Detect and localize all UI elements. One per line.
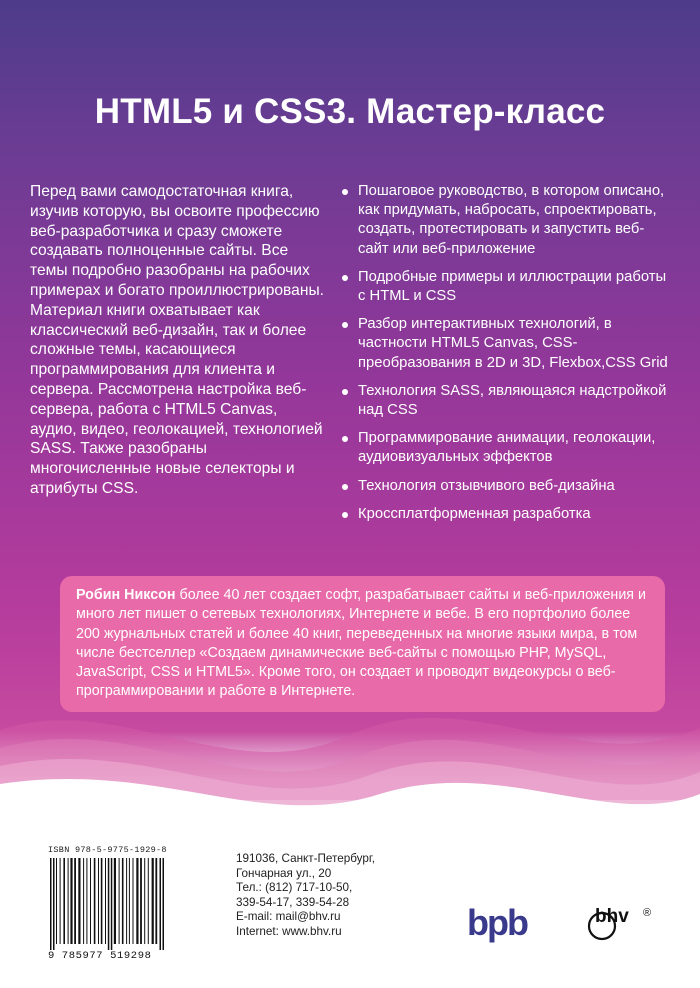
barcode-bar — [74, 858, 76, 944]
barcode-bar — [90, 858, 91, 944]
author-bio: более 40 лет создает софт, разрабатывает сайты и веб-приложения и много лет пишет о сетевых технологиях, Интернете и вебе. В его портфолио более 200 журнальных статей и более 40 книг, переведенных на многие языки мира, в том числе бестселлер «Создаем динамические веб-сайты с помощью PHP, MySQL, JavaScript, CSS и HTML5». Кроме того, он создает и проводит видеокурсы о веб-программировании и работе в Интернете. — [76, 587, 647, 700]
isbn-label: ISBN 978-5-9775-1929-8 — [48, 845, 167, 855]
registered-mark: ® — [643, 907, 652, 919]
publisher-phone-line: Тел.: (812) 717-10-50, — [236, 881, 353, 894]
publisher-address-line: Гончарная ул., 20 — [236, 866, 332, 880]
barcode-bar — [94, 858, 96, 944]
barcode-bar — [98, 858, 99, 944]
author-box — [60, 576, 665, 712]
barcode-bar — [129, 858, 130, 944]
bhv-logo — [585, 900, 655, 946]
feature-item: Пошаговое руководство, в котором описано, как придумать, набросать, спроектировать, создать, протестировать и запустить веб-сайт или веб-приложение — [342, 182, 672, 259]
barcode-bar — [63, 858, 65, 944]
publisher-website: Internet: www.bhv.ru — [236, 924, 342, 938]
feature-item: Технология отзывчивого веб-дизайна — [342, 477, 672, 496]
bpb-logo-text: bpb — [467, 902, 527, 943]
barcode-bar — [101, 858, 103, 944]
barcode-bar — [111, 858, 113, 950]
barcode-bar — [78, 858, 80, 944]
barcode-bar — [53, 858, 55, 950]
barcode-bar — [133, 858, 134, 944]
ean-number: 9 785977 519298 — [48, 950, 152, 962]
publisher-email: E-mail: mail@bhv.ru — [236, 910, 341, 923]
barcode-bar — [144, 858, 145, 944]
barcode-bar — [119, 858, 120, 944]
feature-item: Кроссплатформенная разработка — [342, 505, 672, 524]
barcode-bars — [48, 858, 190, 950]
barcode-bar — [86, 858, 87, 944]
feature-list — [342, 182, 672, 533]
barcode — [48, 845, 190, 963]
publisher-address-line: 191036, Санкт-Петербург, — [236, 852, 375, 865]
feature-item: Технология SASS, являющаяся надстройкой над CSS — [342, 382, 672, 420]
barcode-bar — [163, 858, 165, 950]
barcode-bar — [50, 858, 52, 950]
barcode-bar — [152, 858, 154, 944]
publisher-phone-line: 339-54-17, 339-54-28 — [236, 895, 350, 909]
book-description: Перед вами самодостаточная книга, изучив которую, вы освоите профессию веб-разработчика и сразу сможете создавать полноценные сайты. Все темы подробно разобраны на рабочих примерах и богато проиллюстрированы. Материал книги охватывает как классический веб-дизайн, так и более сложные темы, касающиеся программирования для клиента и сервера. Рассмотрена настройка веб-сервера, работа с HTML5 Canvas, аудио, видео, геолокацией, технологией SASS. Также разобраны многочисленные новые селекторы и атрибуты CSS. — [30, 183, 324, 497]
barcode-bar — [105, 858, 106, 944]
barcode-bar — [122, 858, 124, 944]
barcode-bar — [70, 858, 72, 944]
barcode-bar — [60, 858, 61, 944]
barcode-bar — [108, 858, 110, 950]
feature-item: Разбор интерактивных технологий, в частности HTML5 Canvas, CSS-преобразования в 2D и 3D, Flexbox,CSS Grid — [342, 315, 672, 373]
barcode-bar — [140, 858, 142, 944]
barcode-bar — [114, 858, 116, 944]
barcode-bar — [126, 858, 127, 944]
bpb-logo — [458, 902, 536, 948]
bhv-logo-text: bhv — [595, 906, 629, 927]
barcode-bar — [136, 858, 138, 944]
barcode-bar — [83, 858, 84, 944]
publisher-info — [236, 852, 406, 939]
book-title: HTML5 и CSS3. Мастер-класс — [94, 92, 606, 131]
barcode-bar — [160, 858, 162, 950]
barcode-bar — [56, 858, 57, 944]
author-name: Робин Никсон — [76, 587, 176, 603]
barcode-bar — [148, 858, 149, 944]
barcode-bar — [155, 858, 157, 944]
feature-item: Программирование анимации, геолокации, аудиовизуальных эффектов — [342, 429, 672, 467]
feature-item: Подробные примеры и иллюстрации работы с HTML и CSS — [342, 268, 672, 306]
barcode-bar — [68, 858, 69, 944]
